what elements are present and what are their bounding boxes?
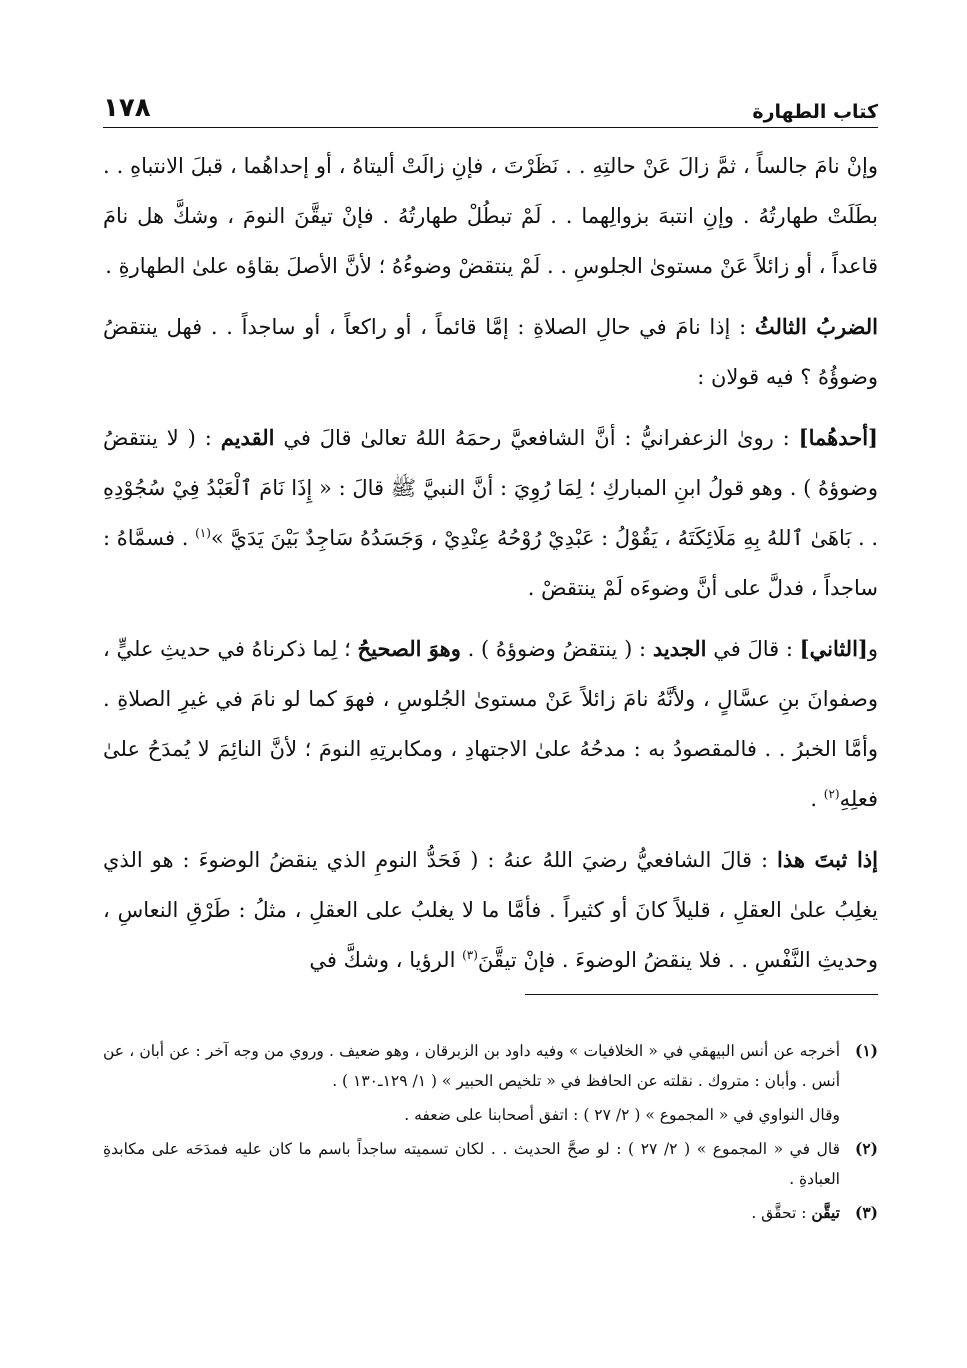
footnote-2-number: (٢) [854, 1139, 878, 1158]
section-heading-third-type: الضربُ الثالثُ [754, 314, 878, 339]
paragraph-5-text-1: : قالَ الشافعيُّ رضيَ اللهُ عنهُ : ( فَحَدُّ النومِ الذي ينقضُ الوضوءَ : هو الذي يغلِبُ علىٰ العقلِ ، قليلاً كانَ أو كثيراً . فأمَّا ما لا يغلبُ على العقلِ ، مثلُ : طَرْقِ النعاسِ ، وحديثِ النَّفْسِ . . فلا ينقضُ الوضوءَ . فإنْ تيقَّنَ [103, 848, 878, 972]
old-school-term: القديم [220, 425, 275, 450]
paragraph-3-text-1: : روىٰ الزعفرانيُّ : أنَّ الشافعيَّ رحمَهُ اللهُ تعالىٰ قالَ في [274, 426, 799, 450]
paragraph-3-text-3: . فسمَّاهُ : ساجداً ، فدلَّ على أنَّ وضوءَه لَمْ ينتقضْ . [103, 526, 878, 600]
page-number: ١٧٨ [103, 93, 151, 123]
paragraph-1-text: وإنْ نامَ جالساً ، ثمَّ زالَ عَنْ حالتِهِ . . نَظَرْتَ ، فإنِ زالَتْ أليتاهُ ، أو إحداهُما ، قبلَ الانتباهِ . . بطَلَتْ طهارتُهُ . وإنِ انتبهَ بزوالِهما . . لَمْ تبطُلْ طهارتُهُ . فإنْ تيقَّنَ النومَ ، وشكَّ هل نامَ قاعداً ، أو زائلاً عَنْ مستوىٰ الجلوسِ . . لَمْ ينتقضْ وضوءُهُ ؛ لأنَّ الأصلَ بقاؤه علىٰ الطهارةِ . [103, 154, 878, 278]
footnote-3-number: (٣) [854, 1203, 878, 1222]
footnote-separator [525, 994, 878, 995]
paragraph-2-text: : إذا نامَ في حالِ الصلاةِ : إمَّا قائماً ، أو راكعاً ، أو ساجداً . . فهل ينتقضُ وضوؤُهُ ؟ فيه قولان : [103, 315, 878, 389]
paragraph-3 [103, 413, 878, 613]
paragraph-2 [103, 302, 878, 402]
first-opinion-label: [أحدهُما] [798, 425, 878, 450]
footnote-3-text: : تحقَّق . [751, 1204, 812, 1222]
footnote-1-continuation: وقال النواوي في « المجموع » ( ٢/ ٢٧ ) : اتفق أصحابنا على ضعفه . [404, 1106, 840, 1124]
footnote-3-term: تيقَّن [811, 1203, 840, 1222]
paragraph-3-text-2: : ( لا ينتقضُ وضوؤهُ ) . وهو قولُ ابنِ المباركِ ؛ لِمَا رُوِيَ : أنَّ النبيَّ ﷺ قالَ : « إِذَا نَامَ ٱلْعَبْدُ فِيْ سُجُوْدِهِ . . بَاهَىٰ ٱللهُ بِهِ مَلَائِكَتَهُ ، يَقُوْلُ : عَبْدِيْ رُوْحُهُ عِنْدِيْ ، وَجَسَدُهُ سَاجِدٌ بَيْنَ يَدَيَّ » [103, 426, 878, 550]
paragraph-5 [103, 835, 878, 985]
running-header [103, 88, 878, 128]
paragraph-4-text-1: : قالَ في [706, 637, 800, 661]
paragraph-5-text-2: الرؤيا ، وشكَّ في [309, 948, 463, 972]
running-title: كتاب الطهارة [752, 101, 878, 123]
footnote-ref-2[interactable]: (٢) [823, 787, 840, 801]
footnote-3-body [103, 1198, 840, 1228]
paragraph-4-text-2: : ( ينتقضُ وضوؤهُ ) . [460, 637, 653, 661]
paragraph-4 [103, 624, 878, 824]
paragraph-1 [103, 141, 878, 291]
second-opinion-label: [الثاني] [799, 636, 868, 661]
footnote-2-text: قال في « المجموع » ( ٢/ ٢٧ ) : لو صحَّ الحديث . . لكان تسميته ساجداً باسم ما كان عليه فمدَحَه على مكابدةِ العبادةِ . [103, 1140, 840, 1188]
paragraph-4-text-3: ؛ لِما ذكرناهُ في حديثِ عليٍّ ، وصفوانَ بنِ عسَّالٍ ، ولأنَّهُ نامَ زائلاً عَنْ مستوىٰ الجُلوسِ ، فهوَ كما لو نامَ في غيرِ الصلاةِ . وأمَّا الخبرُ . . فالمقصودُ به : مدحُهُ علىٰ الاجتهادِ ، ومكابرتِهِ النومَ ؛ لأنَّ النائِمَ لا يُمدَحُ علىٰ فعلِهِ [103, 637, 878, 811]
footnotes [103, 1036, 878, 1232]
footnote-ref-1[interactable]: (١) [195, 526, 211, 540]
footnote-ref-3[interactable]: (٣) [462, 948, 478, 962]
new-school-term: الجديد [652, 636, 707, 661]
footnote-2 [103, 1134, 878, 1194]
correct-view-label: وهوَ الصحيحُ [357, 636, 461, 661]
paragraph-4-text-4: . [810, 787, 824, 811]
paragraph-4-prefix: و [867, 637, 879, 661]
footnote-1-number: (١) [854, 1041, 878, 1060]
if-established-label: إذا ثبتَ هذا [777, 847, 878, 872]
footnote-1 [103, 1036, 878, 1096]
footnote-3 [103, 1198, 878, 1228]
main-text [103, 141, 878, 996]
footnote-1-text: أخرجه عن أنس البيهقي في « الخلافيات » وفيه داود بن الزبرقان ، وهو ضعيف . وروي من وجه آخر : عن أبان ، عن أنس . وأبان : متروك . نقلته عن الحافظ في « تلخيص الحبير » ( ١/ ١٢٩ـ١٣٠ ) . [103, 1042, 840, 1090]
